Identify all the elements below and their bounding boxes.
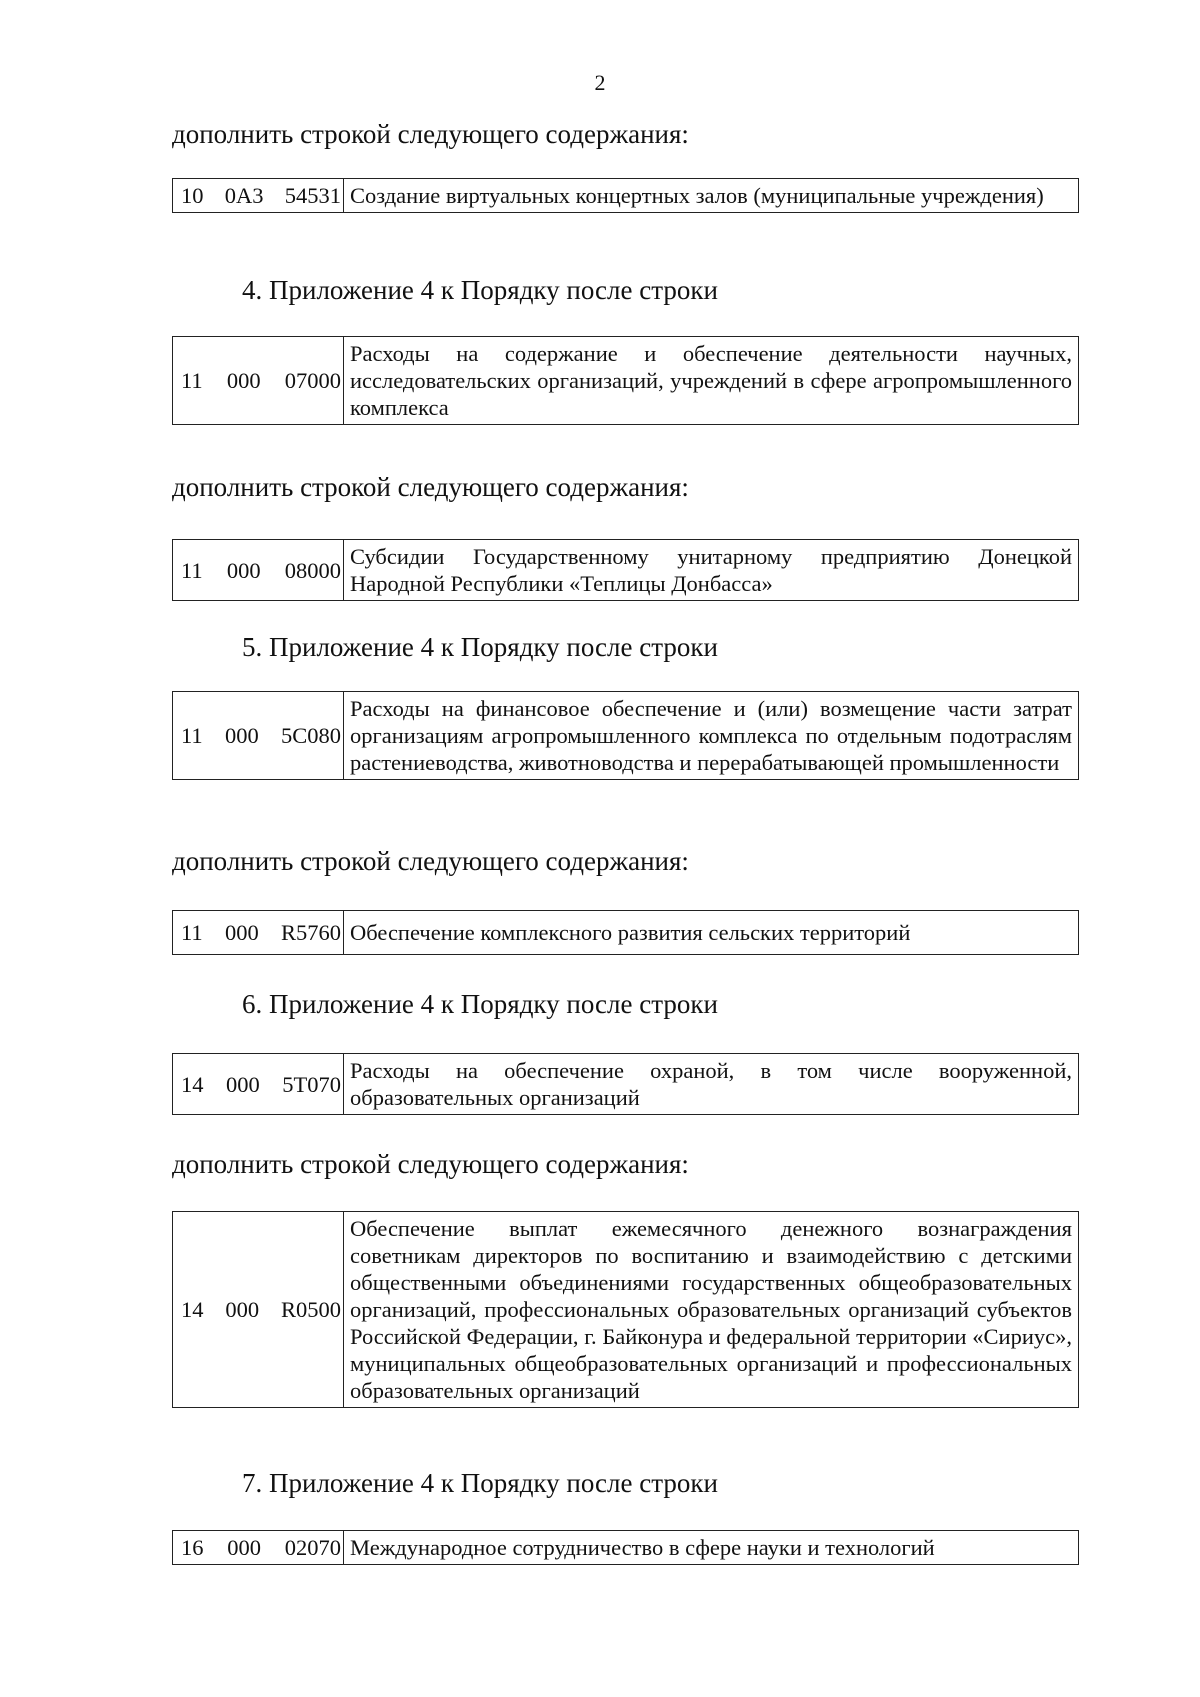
table-row-11-000-08000 xyxy=(172,539,1079,601)
code-part: 10 xyxy=(181,183,204,208)
row-description: Международное сотрудничество в сфере науки и технологий xyxy=(344,1531,1079,1565)
instruction-text: дополнить строкой следующего содержания: xyxy=(172,1149,689,1179)
table-row-16-000-02070 xyxy=(172,1530,1079,1565)
code-part: 000 xyxy=(224,920,259,945)
code-part: 16 xyxy=(181,1535,204,1560)
row-description: Создание виртуальных концертных залов (муниципальные учреждения) xyxy=(344,179,1079,213)
table-row-11-000-5c080 xyxy=(172,691,1079,780)
code-part: 000 xyxy=(224,723,259,748)
row-description: Субсидии Государственному унитарному предприятию Донецкой Народной Республики «Теплицы Донбасса» xyxy=(344,540,1079,601)
code-part: 000 xyxy=(225,1297,260,1322)
row-code-cell xyxy=(173,540,344,601)
table-row-11-000-07000 xyxy=(172,336,1079,425)
code-part: 5Т070 xyxy=(282,1071,341,1097)
code-part: 11 xyxy=(181,368,203,393)
instruction-text: дополнить строкой следующего содержания: xyxy=(172,119,689,149)
code-part: R0500 xyxy=(280,1297,341,1322)
code-part: 000 xyxy=(226,557,261,583)
page-number: 2 xyxy=(594,70,606,95)
section-heading-6: 6. Приложение 4 к Порядку после строки xyxy=(242,989,718,1019)
section-heading-4: 4. Приложение 4 к Порядку после строки xyxy=(242,275,718,305)
code-part: 14 xyxy=(181,1071,204,1097)
code-part: 02070 xyxy=(284,1535,341,1560)
table-row-10-0a3-54531 xyxy=(172,178,1079,213)
code-part: 000 xyxy=(227,1535,261,1560)
row-code-cell xyxy=(173,179,344,213)
row-code-cell xyxy=(173,337,344,425)
code-part: 000 xyxy=(226,368,261,393)
row-code-cell xyxy=(173,911,344,955)
code-part: 5С080 xyxy=(280,723,341,748)
row-code-cell xyxy=(173,692,344,780)
code-part: R5760 xyxy=(280,920,341,945)
code-part: 11 xyxy=(181,557,203,583)
code-part: 000 xyxy=(226,1071,260,1097)
code-part: 54531 xyxy=(284,183,341,208)
row-description: Обеспечение выплат ежемесячного денежного вознаграждения советникам директоров по воспитанию и взаимодействию с детскими общественными объединениями государственных общеобразовательных организаций, профессиональных образовательных организаций субъектов Российской Федерации, г. Байконура и федеральной территории «Сириус», муниципальных общеобразовательных организаций и профессиональных образовательных организаций xyxy=(344,1212,1079,1408)
code-part: 0А3 xyxy=(224,183,264,208)
row-code-cell xyxy=(173,1054,344,1115)
row-description: Расходы на финансовое обеспечение и (или) возмещение части затрат организациям агропромышленного комплекса по отдельным подотраслям растениеводства, животноводства и перерабатывающей промышленности xyxy=(344,692,1079,780)
code-part: 14 xyxy=(181,1297,204,1322)
instruction-text: дополнить строкой следующего содержания: xyxy=(172,846,689,876)
row-code-cell xyxy=(173,1531,344,1565)
code-part: 11 xyxy=(181,920,203,945)
row-code-cell xyxy=(173,1212,344,1408)
code-part: 07000 xyxy=(284,368,341,393)
table-row-14-000-5t070 xyxy=(172,1053,1079,1115)
code-part: 08000 xyxy=(284,557,341,583)
instruction-text: дополнить строкой следующего содержания: xyxy=(172,472,689,502)
code-part: 11 xyxy=(181,723,203,748)
section-heading-5: 5. Приложение 4 к Порядку после строки xyxy=(242,632,718,662)
row-description: Расходы на обеспечение охраной, в том числе вооруженной, образовательных организаций xyxy=(344,1054,1079,1115)
section-heading-7: 7. Приложение 4 к Порядку после строки xyxy=(242,1468,718,1498)
table-row-11-000-r5760 xyxy=(172,910,1079,955)
table-row-14-000-r0500 xyxy=(172,1211,1079,1408)
row-description: Расходы на содержание и обеспечение деятельности научных, исследовательских организаций, учреждений в сфере агропромышленного комплекса xyxy=(344,337,1079,425)
row-description: Обеспечение комплексного развития сельских территорий xyxy=(344,911,1079,955)
